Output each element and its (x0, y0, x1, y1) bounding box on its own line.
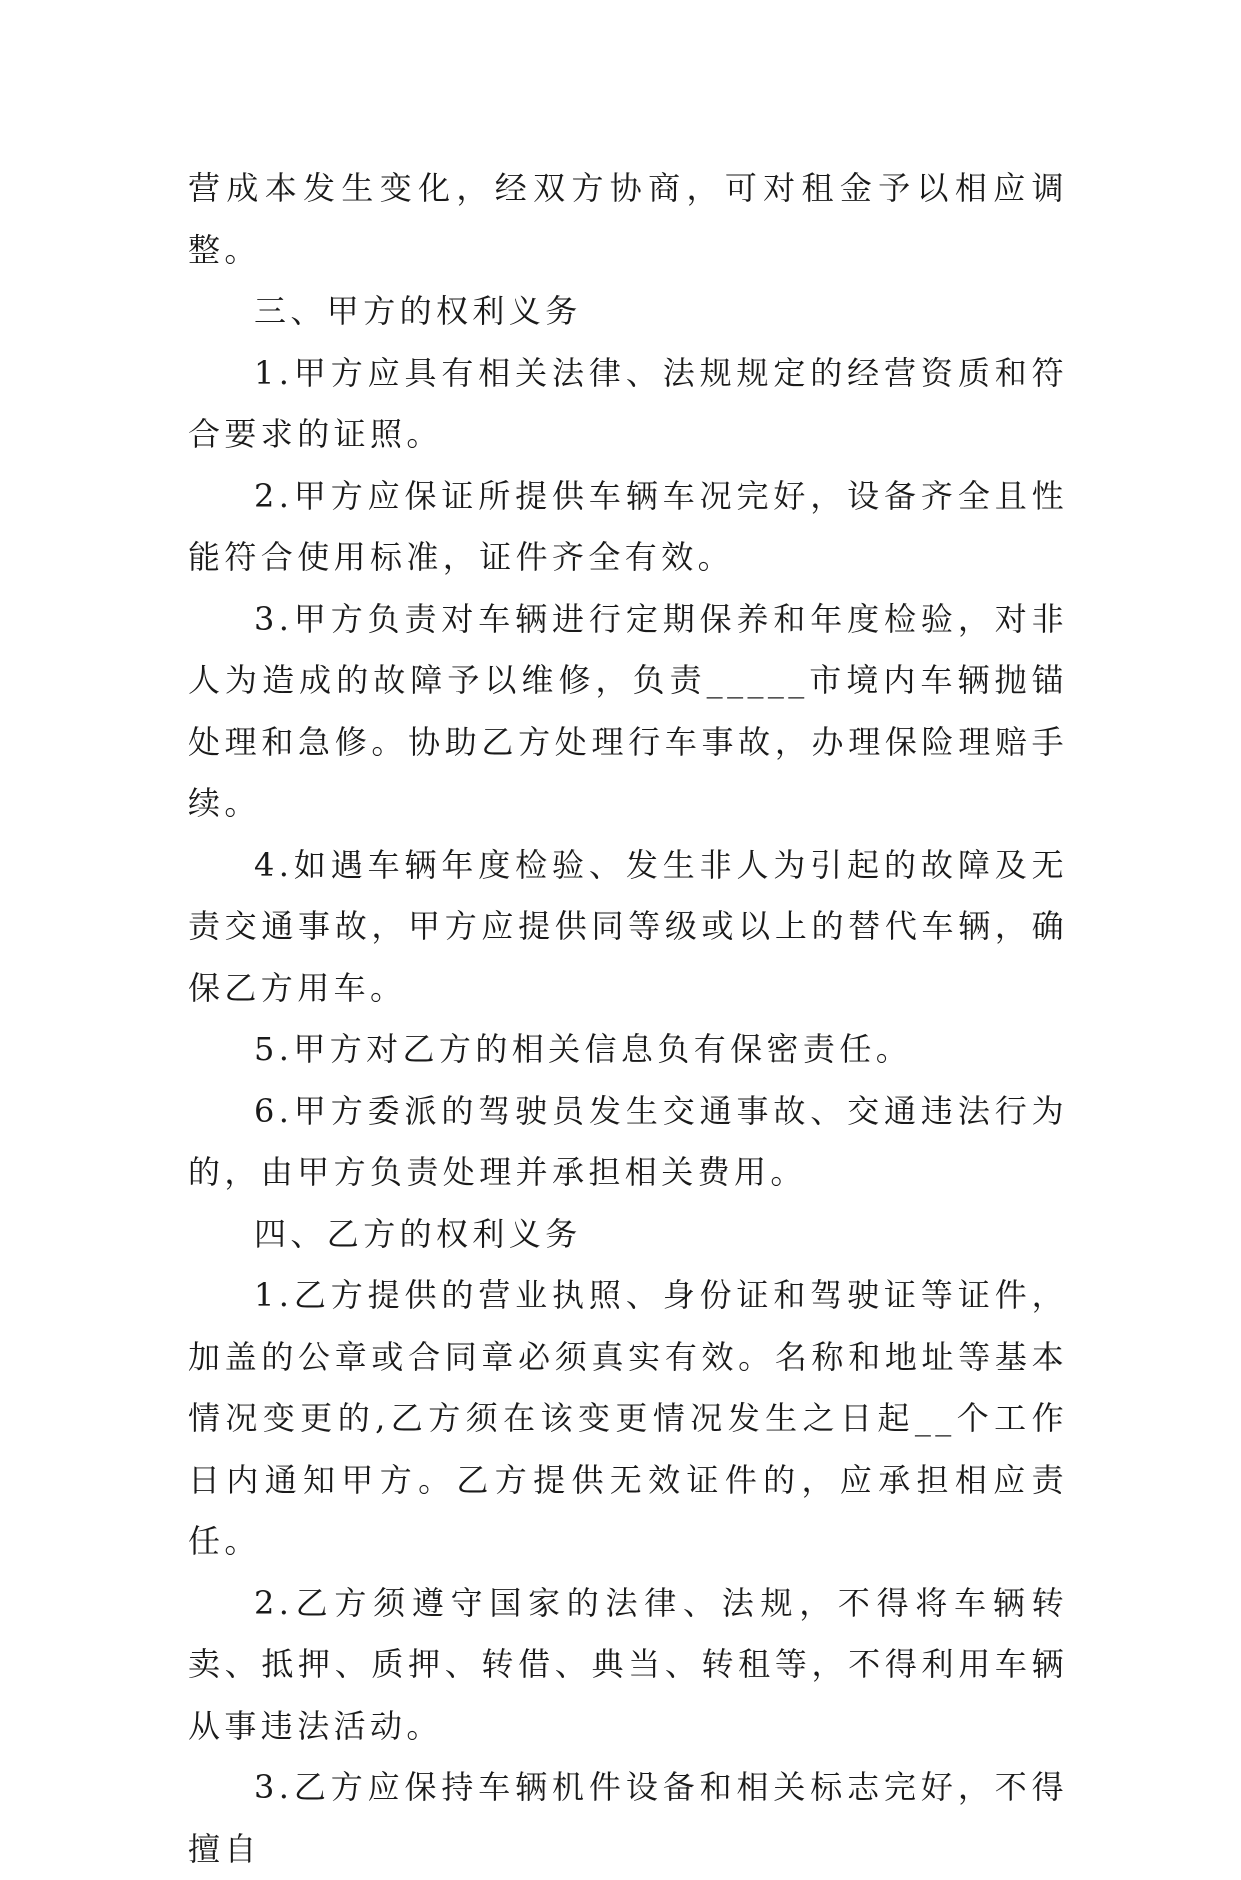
clause-a-6: 6.甲方委派的驾驶员发生交通事故、交通违法行为的，由甲方负责处理并承担相关费用。 (188, 1091, 1068, 1191)
clause-a-1: 1.甲方应具有相关法律、法规规定的经营资质和符合要求的证照。 (188, 353, 1068, 453)
clause-b-3: 3.乙方应保持车辆机件设备和相关标志完好，不得擅自 (188, 1768, 1068, 1868)
clause-a-4: 4.如遇车辆年度检验、发生非人为引起的故障及无责交通事故，甲方应提供同等级或以上的替代车辆，确保乙方用车。 (188, 845, 1068, 1007)
section-heading-party-b-rights: 四、乙方的权利义务 (254, 1214, 582, 1253)
clause-a-2: 2.甲方应保证所提供车辆车况完好，设备齐全且性能符合使用标准，证件齐全有效。 (188, 476, 1068, 576)
clause-b-2: 2.乙方须遵守国家的法律、法规，不得将车辆转卖、抵押、质押、转借、典当、转租等，不得利用车辆从事违法活动。 (188, 1583, 1068, 1745)
clause-a-5: 5.甲方对乙方的相关信息负有保密责任。 (254, 1030, 913, 1068)
clause-a-3: 3.甲方负责对车辆进行定期保养和年度检验，对非人为造成的故障予以维修，负责_____市境内车辆抛锚处理和急修。协助乙方处理行车事故，办理保险理赔手续。 (188, 599, 1068, 822)
contract-body (188, 158, 1068, 1880)
paragraph-rent-adjustment: 营成本发生变化，经双方协商，可对租金予以相应调整。 (188, 169, 1068, 269)
clause-b-1: 1.乙方提供的营业执照、身份证和驾驶证等证件，加盖的公章或合同章必须真实有效。名称和地址等基本情况变更的,乙方须在该变更情况发生之日起__个工作日内通知甲方。乙方提供无效证件的，应承担相应责任。 (188, 1276, 1068, 1560)
section-heading-party-a-rights: 三、甲方的权利义务 (254, 292, 582, 330)
